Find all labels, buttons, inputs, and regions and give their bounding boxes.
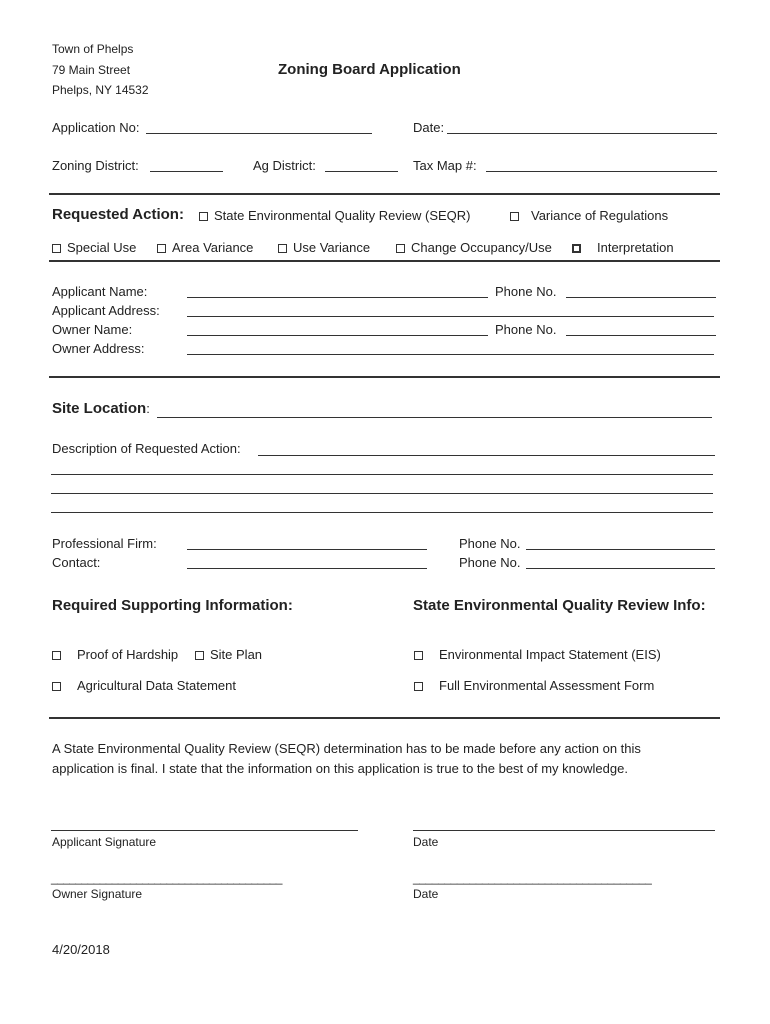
checkbox-seqr[interactable] [199, 208, 470, 223]
applicant-name-field[interactable] [187, 297, 488, 298]
requested-action-label: Requested Action: [52, 206, 184, 223]
zoning-district-label: Zoning District: [52, 158, 139, 173]
owner-date-label: Date [413, 887, 439, 901]
statement-line-1: A State Environmental Quality Review (SEQR) determination has to be made before any action on this [52, 741, 641, 756]
professional-firm-label: Professional Firm: [52, 536, 157, 551]
owner-address-field[interactable] [187, 354, 714, 355]
option-label: Use Variance [293, 240, 371, 255]
option-label: Agricultural Data Statement [77, 678, 236, 693]
divider [49, 193, 720, 195]
checkbox-use-variance[interactable] [278, 240, 370, 255]
option-label: Proof of Hardship [77, 647, 179, 662]
applicant-signature-field[interactable] [51, 830, 358, 831]
checkbox-icon [278, 244, 287, 253]
checkbox-icon [396, 244, 405, 253]
site-location-field[interactable] [157, 417, 712, 418]
applicant-address-label: Applicant Address: [52, 303, 160, 318]
applicant-signature-label: Applicant Signature [52, 835, 157, 849]
option-label: Change Occupancy/Use [411, 240, 552, 255]
owner-signature-label: Owner Signature [52, 887, 143, 901]
checkbox-icon [199, 212, 208, 221]
tax-map-label: Tax Map #: [413, 158, 477, 173]
description-line[interactable] [51, 493, 713, 494]
checkbox-icon [414, 651, 423, 660]
option-label: Variance of Regulations [531, 208, 669, 223]
ag-district-label: Ag District: [253, 158, 316, 173]
owner-name-label: Owner Name: [52, 322, 133, 337]
professional-phone-field[interactable] [526, 549, 715, 550]
seqr-heading: State Environmental Quality Review Info: [413, 597, 706, 614]
phone-label: Phone No. [459, 536, 521, 551]
divider [49, 260, 720, 262]
site-location-label: Site Location: [52, 400, 150, 417]
divider [49, 717, 720, 719]
option-label: Site Plan [210, 647, 263, 662]
contact-label: Contact: [52, 555, 101, 570]
description-label: Description of Requested Action: [52, 441, 241, 456]
checkbox-icon [510, 212, 519, 221]
owner-name-field[interactable] [187, 335, 488, 336]
contact-field[interactable] [187, 568, 427, 569]
date-label: Date: [413, 120, 445, 135]
phone-label: Phone No. [459, 555, 521, 570]
checkbox-change-occupancy[interactable] [396, 240, 552, 255]
owner-phone-field[interactable] [566, 335, 716, 336]
checkbox-eis[interactable] [414, 647, 661, 662]
option-label: Full Environmental Assessment Form [439, 678, 655, 693]
checkbox-agricultural[interactable] [52, 678, 236, 693]
address-line-3: Phelps, NY 14532 [52, 83, 149, 97]
checkbox-icon [52, 682, 61, 691]
checkbox-full-eaf[interactable] [414, 678, 654, 693]
applicant-phone-field[interactable] [566, 297, 716, 298]
owner-date-field[interactable]: ______________________________________ [413, 871, 652, 885]
checkbox-icon [52, 651, 61, 660]
address-line-2: 79 Main Street [52, 63, 131, 77]
page-title: Zoning Board Application [278, 61, 461, 78]
checkbox-icon [195, 651, 204, 660]
description-line[interactable] [51, 474, 713, 475]
applicant-name-label: Applicant Name: [52, 284, 148, 299]
option-label: Area Variance [172, 240, 254, 255]
professional-firm-field[interactable] [187, 549, 427, 550]
checkbox-icon [52, 244, 61, 253]
checkbox-variance-regulations[interactable] [510, 208, 668, 223]
supporting-heading: Required Supporting Information: [52, 597, 293, 614]
option-label: State Environmental Quality Review (SEQR) [214, 208, 471, 223]
checkbox-area-variance[interactable] [157, 240, 253, 255]
checkbox-proof-hardship[interactable] [52, 647, 178, 662]
applicant-address-field[interactable] [187, 316, 714, 317]
address-line-1: Town of Phelps [52, 42, 134, 56]
divider [49, 376, 720, 378]
checkbox-special-use[interactable] [52, 240, 136, 255]
zoning-district-field[interactable] [150, 171, 223, 172]
phone-label: Phone No. [495, 284, 557, 299]
checkbox-icon [572, 244, 581, 253]
checkbox-icon [414, 682, 423, 691]
phone-label: Phone No. [495, 322, 557, 337]
applicant-date-field[interactable] [413, 830, 715, 831]
statement-line-2: application is final. I state that the information on this application is true to the best of my knowledge. [52, 761, 628, 776]
ag-district-field[interactable] [325, 171, 398, 172]
option-label: Environmental Impact Statement (EIS) [439, 647, 661, 662]
tax-map-field[interactable] [486, 171, 717, 172]
checkbox-site-plan[interactable] [195, 647, 262, 662]
application-no-field[interactable] [146, 133, 372, 134]
owner-signature-field[interactable]: ______________________________________ [51, 871, 282, 885]
application-no-label: Application No: [52, 120, 140, 135]
applicant-date-label: Date [413, 835, 439, 849]
revision-date: 4/20/2018 [52, 942, 110, 957]
option-label: Interpretation [597, 240, 674, 255]
description-field[interactable] [258, 455, 715, 456]
contact-phone-field[interactable] [526, 568, 715, 569]
checkbox-interpretation[interactable] [572, 240, 674, 255]
owner-address-label: Owner Address: [52, 341, 145, 356]
date-field[interactable] [447, 133, 717, 134]
option-label: Special Use [67, 240, 137, 255]
description-line[interactable] [51, 512, 713, 513]
checkbox-icon [157, 244, 166, 253]
